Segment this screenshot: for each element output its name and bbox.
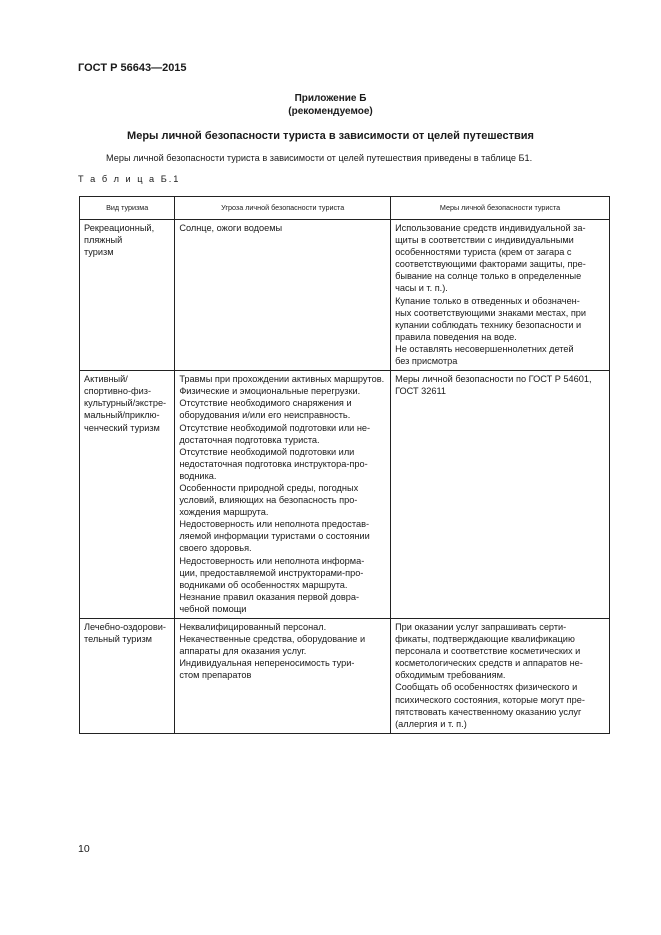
cell-line: без присмотра: [395, 356, 458, 367]
cell-line: достаточная подготовка туриста.: [179, 434, 320, 445]
cell-line: водника.: [179, 470, 217, 481]
cell-line: культурный/экстре-: [84, 398, 167, 409]
cell-line: Рекреационный,: [84, 223, 155, 233]
document-code: ГОСТ Р 56643—2015: [78, 62, 187, 74]
cell-line: ции, предоставляемой инструкторами-про-: [179, 567, 364, 578]
cell-line: часы и т. п.).: [395, 283, 448, 294]
cell-line: мальный/приклю-: [84, 410, 160, 421]
measures-cell: [391, 220, 610, 371]
cell-line: Недостоверность или неполнота информа-: [179, 555, 365, 566]
section-heading: Меры личной безопасности туриста в зависимости от целей путешествия: [127, 130, 534, 142]
tourism-type-cell: [80, 619, 175, 734]
header-measures: Меры личной безопасности туриста: [391, 197, 610, 220]
cell-line: стом препаратов: [179, 670, 252, 681]
cell-line: своего здоровья.: [179, 543, 252, 554]
cell-line: косметологических средств и аппаратов не-: [395, 658, 583, 669]
table-row: [80, 619, 610, 734]
cell-line: Использование средств индивидуальной за-: [395, 223, 586, 233]
header-tourism-type: Вид туризма: [80, 197, 175, 220]
cell-line: Индивидуальная непереносимость тури-: [179, 658, 355, 669]
cell-line: пляжный: [84, 235, 123, 246]
cell-line: спортивно-физ-: [84, 386, 152, 397]
cell-line: Особенности природной среды, погодных: [179, 482, 359, 493]
cell-line: Недостоверность или неполнота предостав-: [179, 519, 370, 530]
page-number: 10: [78, 843, 90, 855]
tourism-type-cell: [80, 220, 175, 371]
cell-line: водниками об особенностях маршрута.: [179, 579, 348, 590]
table-row: [80, 220, 610, 371]
table-header-row: [80, 197, 610, 220]
cell-line: туризм: [84, 247, 114, 258]
cell-line: Купание только в отведенных и обозначен-: [395, 295, 580, 306]
cell-line: соответствующими факторами защиты, пре-: [395, 259, 586, 270]
cell-line: чебной помощи: [179, 603, 247, 614]
cell-line: Незнание правил оказания первой довра-: [179, 591, 360, 602]
cell-line: аппараты для оказания услуг.: [179, 646, 307, 657]
cell-line: При оказании услуг запрашивать серти-: [395, 622, 567, 632]
cell-line: Отсутствие необходимой подготовки или: [179, 446, 355, 457]
cell-line: купании соблюдать технику безопасности и: [395, 319, 582, 330]
appendix-subtitle: (рекомендуемое): [288, 106, 373, 117]
cell-line: щиты в соответствии с индивидуальными: [395, 235, 574, 246]
cell-line: бывание на солнце только в определенные: [395, 271, 582, 282]
threat-cell: [175, 371, 391, 619]
cell-line: Активный/: [84, 374, 128, 385]
cell-line: Травмы при прохождении активных маршрутов.: [179, 374, 385, 385]
header-threat: Угроза личной безопасности туриста: [175, 197, 391, 220]
cell-line: обходимым требованиям.: [395, 670, 506, 681]
cell-line: ченческий туризм: [84, 422, 160, 433]
cell-line: Меры личной безопасности по ГОСТ Р 54601,: [395, 374, 592, 385]
cell-line: Отсутствие необходимого снаряжения и: [179, 398, 352, 409]
cell-line: ГОСТ 32611: [395, 386, 447, 397]
cell-line: недостаточная подготовка инструктора-про-: [179, 458, 368, 469]
cell-line: Лечебно-оздорови-: [84, 622, 166, 632]
cell-line: Неквалифицированный персонал.: [179, 622, 327, 632]
table-label: Т а б л и ц а Б.1: [78, 174, 181, 184]
measures-cell: [391, 619, 610, 734]
safety-measures-table: [79, 196, 610, 734]
cell-line: пятствовать качественному оказанию услуг: [395, 706, 582, 717]
cell-line: особенностями туриста (крем от загара с: [395, 247, 572, 258]
measures-cell: [391, 371, 610, 619]
cell-line: хождения маршрута.: [179, 507, 269, 518]
cell-line: правила поведения на воде.: [395, 331, 517, 342]
intro-paragraph: Меры личной безопасности туриста в зависимости от целей путешествия приведены в таблице Б1.: [106, 153, 533, 163]
threat-cell: [175, 619, 391, 734]
cell-line: условий, влияющих на безопасность про-: [179, 495, 358, 506]
cell-line: Не оставлять несовершеннолетних детей: [395, 343, 574, 354]
cell-line: Физические и эмоциональные перегрузки.: [179, 386, 361, 397]
cell-line: ляемой информации туристами о состоянии: [179, 531, 370, 542]
cell-line: тельный туризм: [84, 634, 152, 645]
tourism-type-cell: [80, 371, 175, 619]
cell-line: Отсутствие необходимой подготовки или не-: [179, 422, 371, 433]
cell-line: Солнце, ожоги водоемы: [179, 223, 283, 233]
cell-line: персонала и соответствие косметических и: [395, 646, 581, 657]
cell-line: (аллергия и т. п.): [395, 718, 467, 729]
cell-line: оборудования и/или его неисправность.: [179, 410, 351, 421]
cell-line: ных соответствующими знаками местах, при: [395, 307, 587, 318]
cell-line: фикаты, подтверждающие квалификацию: [395, 634, 575, 645]
cell-line: психического состояния, которые могут пре-: [395, 694, 585, 705]
appendix-title: Приложение Б: [294, 93, 367, 104]
cell-line: Некачественные средства, оборудование и: [179, 634, 366, 645]
threat-cell: [175, 220, 391, 371]
cell-line: Сообщать об особенностях физического и: [395, 682, 578, 693]
table-row: [80, 371, 610, 619]
